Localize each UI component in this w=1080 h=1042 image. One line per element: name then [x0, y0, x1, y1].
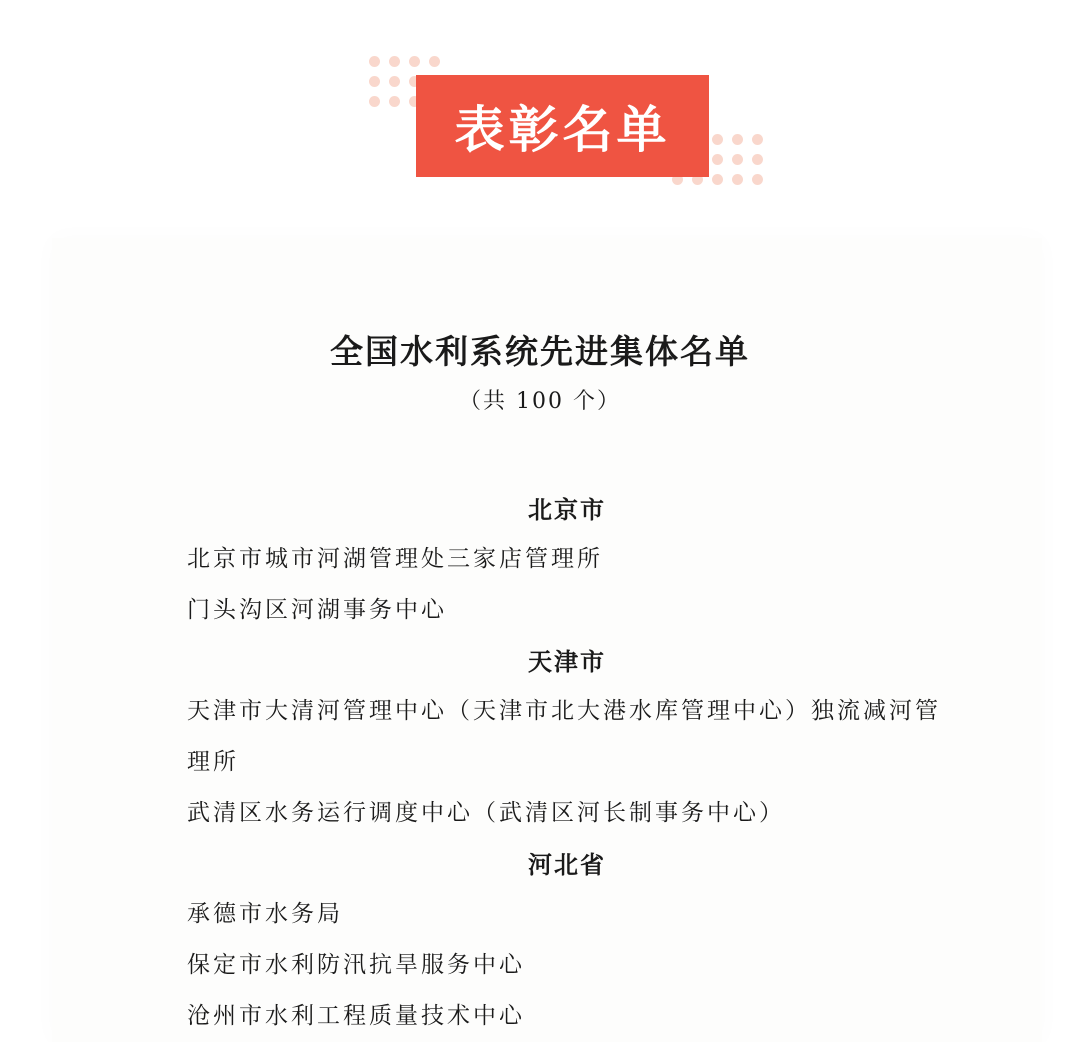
dot: [389, 76, 400, 87]
banner-title: 表彰名单: [454, 101, 671, 159]
section-heading-beijing: 北京市: [528, 496, 606, 524]
list-item: 武清区水务运行调度中心（武清区河长制事务中心）: [187, 800, 785, 826]
dot: [369, 96, 380, 107]
dot: [389, 96, 400, 107]
section-heading-tianjin: 天津市: [528, 648, 606, 676]
document-title: 全国水利系统先进集体名单: [330, 332, 750, 371]
list-item: 沧州市水利工程质量技术中心: [187, 1003, 525, 1029]
dot: [732, 174, 743, 185]
dot: [409, 56, 420, 67]
dot: [712, 134, 723, 145]
list-item: 保定市水利防汛抗旱服务中心: [187, 952, 525, 978]
list-item: 承德市水务局: [187, 901, 343, 927]
dot: [752, 134, 763, 145]
dot: [732, 134, 743, 145]
dot: [712, 174, 723, 185]
section-heading-hebei: 河北省: [528, 851, 606, 879]
list-item-continuation: 理所: [187, 749, 239, 775]
list-item: 门头沟区河湖事务中心: [187, 597, 447, 623]
list-item: 北京市城市河湖管理处三家店管理所: [187, 546, 603, 572]
dot: [389, 56, 400, 67]
dot: [429, 56, 440, 67]
dot: [712, 154, 723, 165]
dot: [369, 76, 380, 87]
dot: [732, 154, 743, 165]
document-subtitle: （共 100 个）: [459, 389, 621, 414]
dot: [369, 56, 380, 67]
dot: [752, 154, 763, 165]
title-banner: [416, 75, 709, 177]
dot: [752, 174, 763, 185]
list-item: 天津市大清河管理中心（天津市北大港水库管理中心）独流减河管: [187, 698, 941, 724]
